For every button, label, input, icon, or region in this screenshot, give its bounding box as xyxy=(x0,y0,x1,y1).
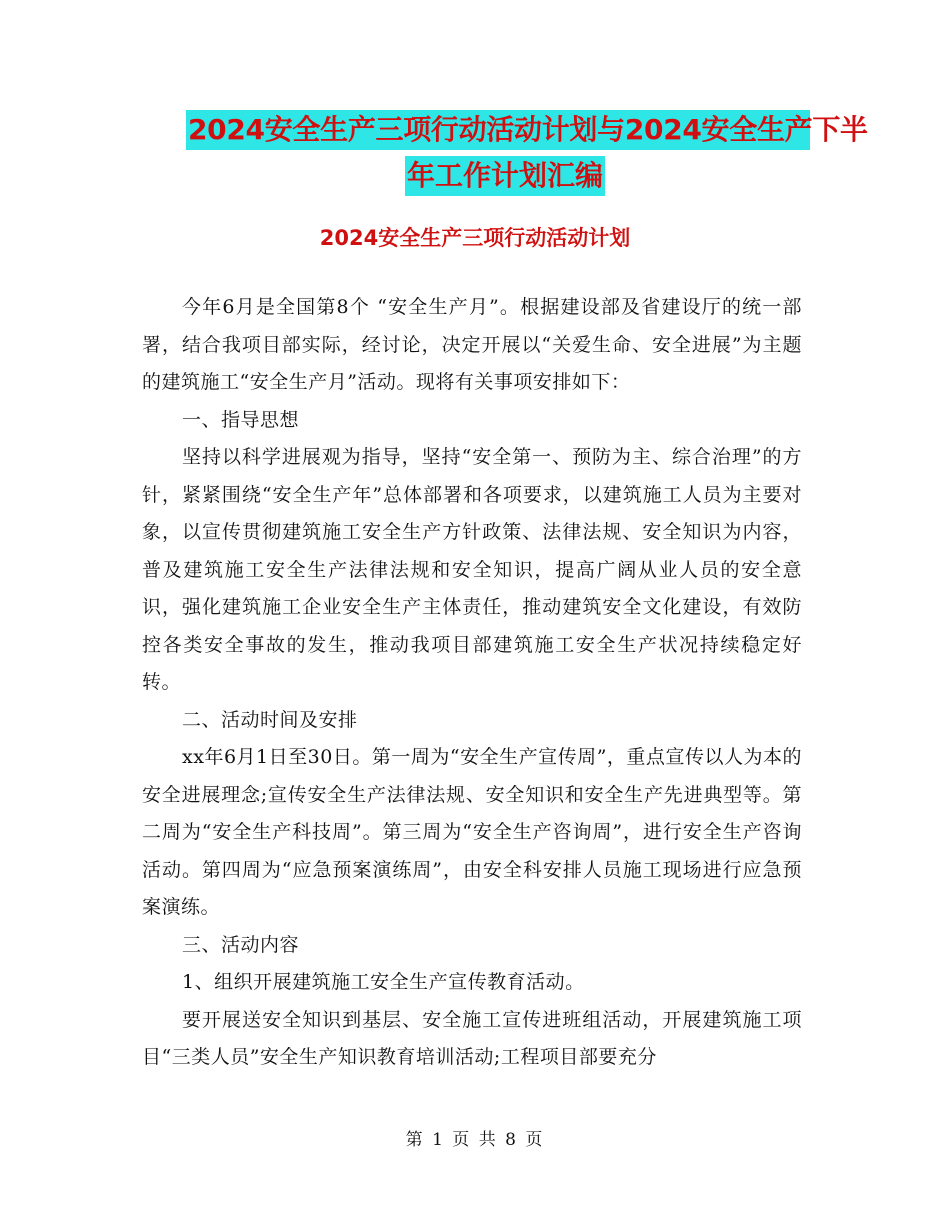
paragraph-intro: 今年6月是全国第8个 “安全生产月”。根据建设部及省建设厅的统一部署，结合我项目部实际，经讨论，决定开展以“关爱生命、安全进展”为主题的建筑施工“安全生产月”活动。现将有关事项安排如下： xyxy=(142,296,802,393)
paragraph-guiding-thought: 坚持以科学进展观为指导，坚持“安全第一、预防为主、综合治理”的方针，紧紧围绕“安全生产年”总体部署和各项要求，以建筑施工人员为主要对象，以宣传贯彻建筑施工安全生产方针政策、法律法规、安全知识为内容，普及建筑施工安全生产法律法规和安全知识，提高广阔从业人员的安全意识，强化建筑施工企业安全生产主体责任，推动建筑安全文化建设，有效防控各类安全事故的发生，推动我项目部建筑施工安全生产状况持续稳定好转。 xyxy=(142,446,802,693)
title-line-1: 2024安全生产三项行动活动计划与2024安全生产下半 xyxy=(186,110,810,150)
paragraph-time-arrangement: xx年6月1日至30日。第一周为“安全生产宣传周”，重点宣传以人为本的安全进展理念;宣传安全生产法律法规、安全知识和安全生产先进典型等。第二周为“安全生产科技周”。第三周为“安全生产咨询周”，进行安全生产咨询活动。第四周为“应急预案演练周”，由安全科安排人员施工现场进行应急预案演练。 xyxy=(142,746,802,918)
section-heading: 2024安全生产三项行动活动计划 xyxy=(319,226,631,250)
heading-guiding-thought: 一、指导思想 xyxy=(182,408,300,431)
title-line-2: 年工作计划汇编 xyxy=(405,156,605,196)
document-body xyxy=(142,289,802,1077)
page-footer: 第 1 页 共 8 页 xyxy=(405,1130,545,1150)
heading-activity-content: 三、活动内容 xyxy=(182,933,300,956)
heading-time-arrangement: 二、活动时间及安排 xyxy=(182,708,358,731)
paragraph-item-1: 要开展送安全知识到基层、安全施工宣传进班组活动，开展建筑施工项目“三类人员”安全生产知识教育培训活动;工程项目部要充分 xyxy=(142,1008,802,1068)
item-1: 1、组织开展建筑施工安全生产宣传教育活动。 xyxy=(182,971,585,993)
